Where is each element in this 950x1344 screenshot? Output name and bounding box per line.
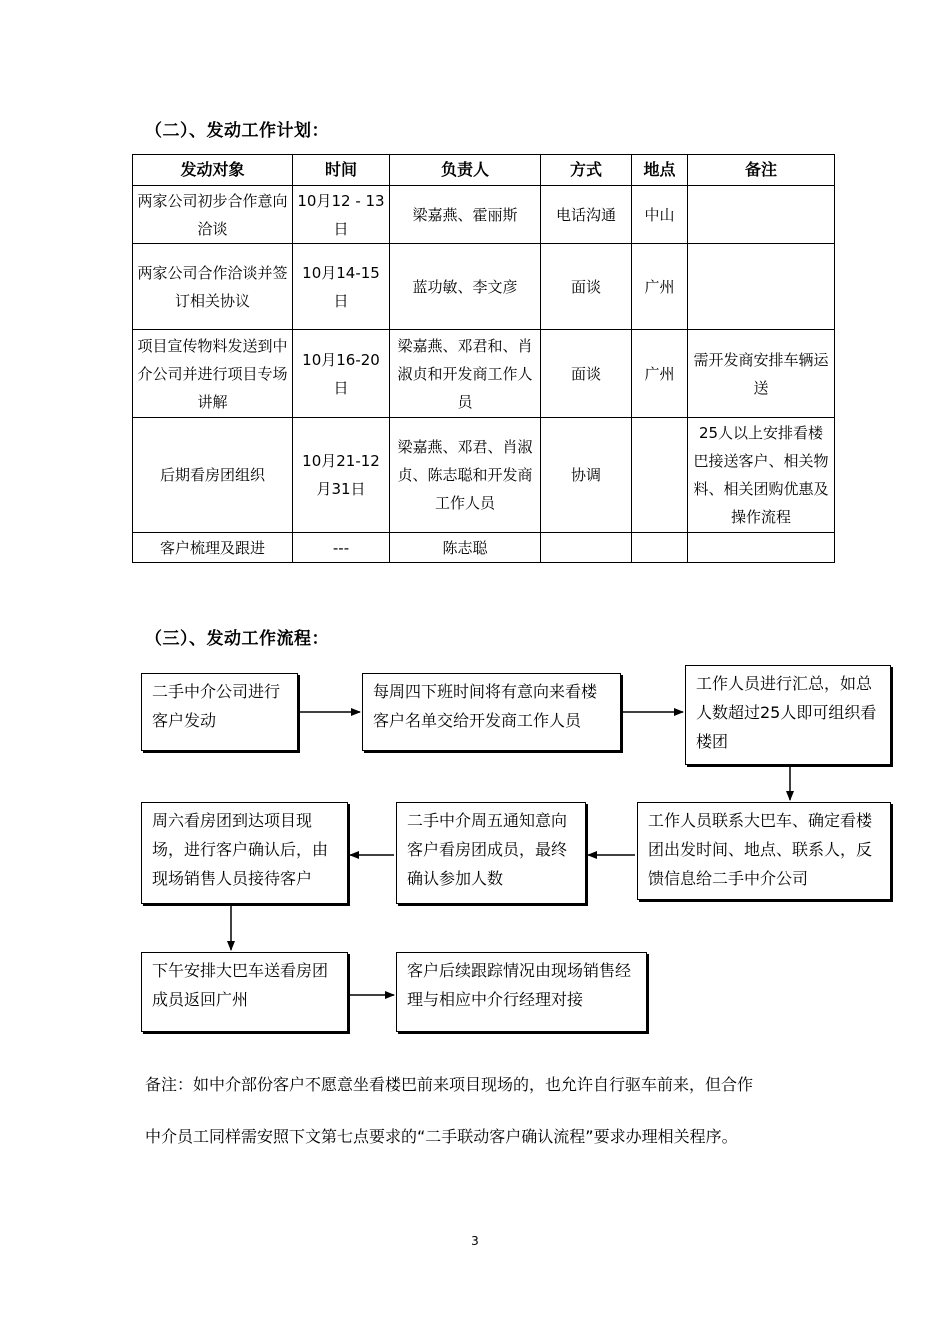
cell-owner: 蓝功敏、李文彦 bbox=[390, 244, 541, 330]
note-line-2: 中介员工同样需安照下文第七点要求的“二手联动客户确认流程”要求办理相关程序。 bbox=[145, 1127, 738, 1146]
header-remark: 备注 bbox=[688, 155, 835, 186]
cell-target: 两家公司合作洽谈并签订相关协议 bbox=[133, 244, 293, 330]
cell-time: 10月14-15日 bbox=[293, 244, 390, 330]
header-owner: 负责人 bbox=[390, 155, 541, 186]
cell-time: 10月21-12月31日 bbox=[293, 418, 390, 533]
flow-step-8: 客户后续跟踪情况由现场销售经理与相应中介行经理对接 bbox=[396, 952, 647, 1032]
note-line-1: 备注：如中介部份客户不愿意坐看楼巴前来项目现场的，也允许自行驱车前来，但合作 bbox=[145, 1075, 754, 1094]
header-place: 地点 bbox=[632, 155, 688, 186]
cell-target: 两家公司初步合作意向洽谈 bbox=[133, 186, 293, 244]
flow-step-6: 周六看房团到达项目现场，进行客户确认后，由现场销售人员接待客户 bbox=[141, 802, 348, 904]
section-2-heading: （二）、发动工作计划： bbox=[145, 121, 329, 141]
cell-owner: 陈志聪 bbox=[390, 533, 541, 563]
cell-remark: 需开发商安排车辆运送 bbox=[688, 330, 835, 418]
cell-method: 协调 bbox=[541, 418, 632, 533]
flow-step-2: 每周四下班时间将有意向来看楼客户名单交给开发商工作人员 bbox=[362, 673, 621, 751]
header-time: 时间 bbox=[293, 155, 390, 186]
flow-step-4: 工作人员联系大巴车、确定看楼团出发时间、地点、联系人，反馈信息给二手中介公司 bbox=[637, 802, 891, 900]
cell-time: 10月16-20日 bbox=[293, 330, 390, 418]
header-method: 方式 bbox=[541, 155, 632, 186]
cell-method: 电话沟通 bbox=[541, 186, 632, 244]
page-number: 3 bbox=[471, 1234, 479, 1248]
section-3-heading: （三）、发动工作流程： bbox=[145, 629, 329, 649]
cell-method: 面谈 bbox=[541, 330, 632, 418]
cell-time: 10月12 - 13日 bbox=[293, 186, 390, 244]
cell-target: 客户梳理及跟进 bbox=[133, 533, 293, 563]
cell-target: 项目宣传物料发送到中介公司并进行项目专场讲解 bbox=[133, 330, 293, 418]
cell-place: 广州 bbox=[632, 330, 688, 418]
cell-method: 面谈 bbox=[541, 244, 632, 330]
cell-place: 中山 bbox=[632, 186, 688, 244]
cell-target: 后期看房团组织 bbox=[133, 418, 293, 533]
cell-time: --- bbox=[293, 533, 390, 563]
cell-owner: 梁嘉燕、霍丽斯 bbox=[390, 186, 541, 244]
flow-step-1: 二手中介公司进行客户发动 bbox=[141, 673, 298, 751]
cell-place: 广州 bbox=[632, 244, 688, 330]
flow-step-7: 下午安排大巴车送看房团成员返回广州 bbox=[141, 952, 348, 1032]
header-target: 发动对象 bbox=[133, 155, 293, 186]
flow-step-5: 二手中介周五通知意向客户看房团成员，最终确认参加人数 bbox=[396, 802, 586, 904]
cell-owner: 梁嘉燕、邓君和、肖淑贞和开发商工作人员 bbox=[390, 330, 541, 418]
cell-remark: 25人以上安排看楼巴接送客户、相关物料、相关团购优惠及操作流程 bbox=[688, 418, 835, 533]
flow-step-3: 工作人员进行汇总，如总人数超过25人即可组织看楼团 bbox=[685, 665, 891, 765]
cell-owner: 梁嘉燕、邓君、肖淑贞、陈志聪和开发商工作人员 bbox=[390, 418, 541, 533]
